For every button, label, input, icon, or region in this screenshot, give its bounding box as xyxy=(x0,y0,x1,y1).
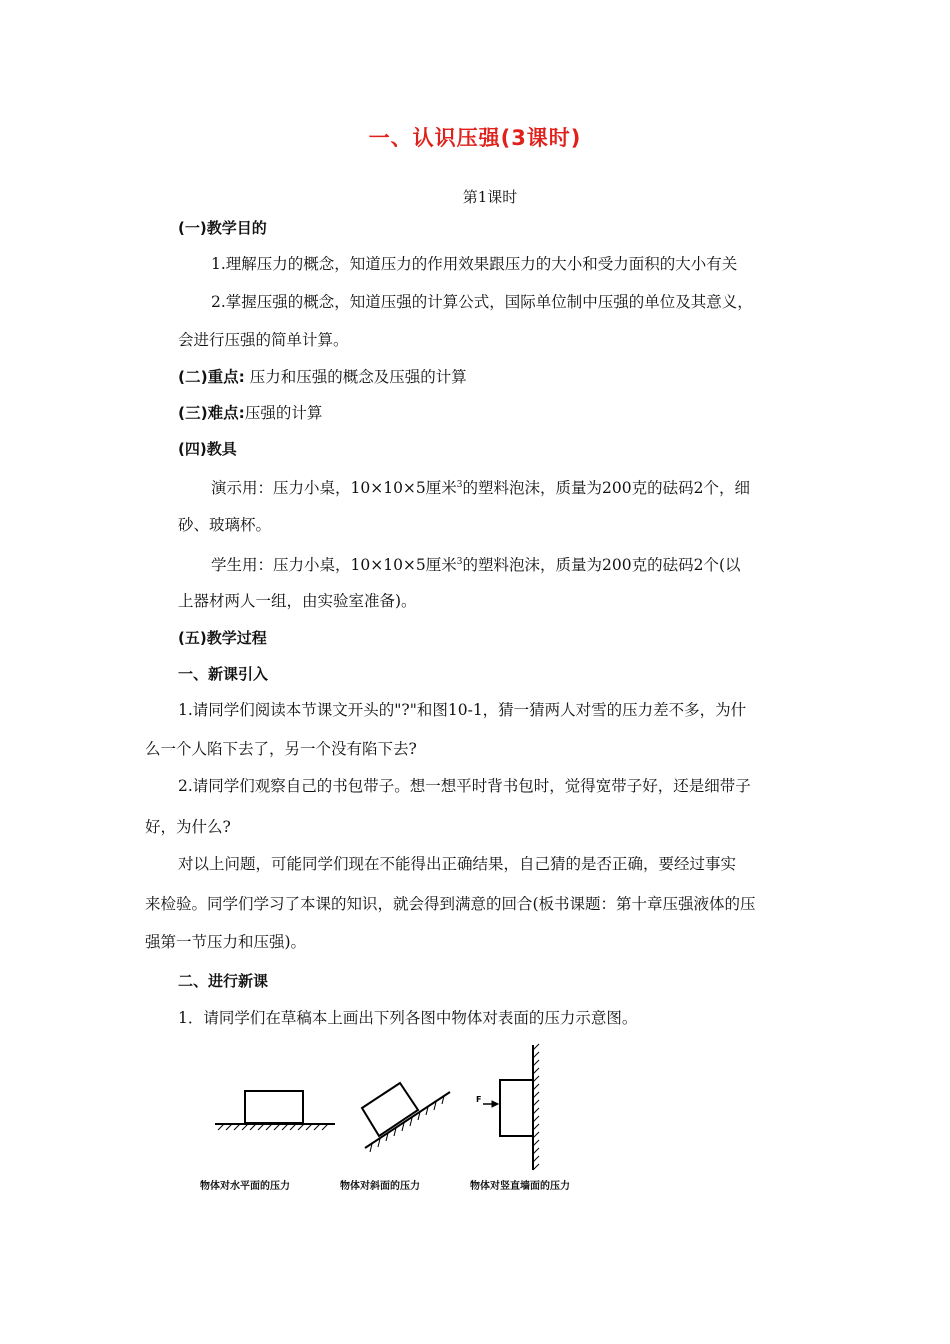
intro-question-1-line2: 么一个人陷下去了，另一个没有陷下去? xyxy=(145,740,417,758)
demo-equipment-text-b: 的塑料泡沫，质量为200克的砝码2个，细 xyxy=(462,479,750,497)
difficulty xyxy=(178,403,322,423)
key-points-heading: (二)重点: xyxy=(178,368,245,386)
page-title: 一、认识压强(3课时) xyxy=(368,126,582,150)
key-points xyxy=(178,367,467,387)
part-heading-intro: 一、新课引入 xyxy=(178,665,269,683)
difficulty-heading: (三)难点: xyxy=(178,404,245,422)
student-equipment-line1 xyxy=(211,552,741,575)
section-heading-process: (五)教学过程 xyxy=(178,629,267,647)
horizontal-surface-diagram xyxy=(215,1091,335,1130)
part-heading-new-lesson: 二、进行新课 xyxy=(178,972,269,990)
demo-equipment-superscript: 3 xyxy=(456,480,463,490)
demo-equipment-line2: 砂、玻璃杯。 xyxy=(178,516,272,534)
pressure-diagrams-svg xyxy=(190,1040,610,1200)
student-equipment-line2: 上器材两人一组，由实验室准备)。 xyxy=(178,592,417,610)
student-equipment-text-b: 的塑料泡沫，质量为200克的砝码2个(以 xyxy=(462,556,741,574)
intro-question-1-line1: 1.请同学们阅读本节课文开头的"?"和图10-1，猜一猜两人对雪的压力差不多，为什 xyxy=(178,701,747,719)
section-heading-equipment: (四)教具 xyxy=(178,440,237,458)
new-lesson-task-1: 1．请同学们在草稿本上画出下列各图中物体对表面的压力示意图。 xyxy=(178,1009,638,1027)
caption-incline: 物体对斜面的压力 xyxy=(340,1181,420,1192)
objective-2-line1: 2.掌握压强的概念，知道压强的计算公式，国际单位制中压强的单位及其意义， xyxy=(211,293,753,311)
intro-paragraph-line3: 强第一节压力和压强)。 xyxy=(145,933,307,951)
vertical-wall-diagram xyxy=(476,1044,539,1170)
student-equipment-superscript: 3 xyxy=(456,557,463,567)
student-equipment-text-a: 学生用：压力小桌，10×10×5厘米 xyxy=(211,556,457,574)
difficulty-text: 压强的计算 xyxy=(244,404,323,422)
caption-wall: 物体对竖直墙面的压力 xyxy=(470,1181,570,1192)
pressure-diagrams xyxy=(190,1040,610,1200)
demo-equipment-text-a: 演示用：压力小桌，10×10×5厘米 xyxy=(211,479,457,497)
lesson-subtitle: 第1课时 xyxy=(462,188,518,206)
incline-diagram xyxy=(362,1083,450,1152)
intro-question-2-line1: 2.请同学们观察自己的书包带子。想一想平时背书包时，觉得宽带子好，还是细带子 xyxy=(178,777,751,795)
intro-question-2-line2: 好，为什么? xyxy=(145,818,231,836)
demo-equipment-line1 xyxy=(211,475,750,498)
intro-paragraph-line1: 对以上问题，可能同学们现在不能得出正确结果，自己猜的是否正确，要经过事实 xyxy=(178,855,737,873)
caption-horizontal: 物体对水平面的压力 xyxy=(200,1181,290,1192)
objective-1: 1.理解压力的概念，知道压力的作用效果跟压力的大小和受力面积的大小有关 xyxy=(211,255,738,273)
force-label: F xyxy=(476,1095,482,1104)
section-heading-objectives: (一)教学目的 xyxy=(178,219,267,237)
objective-2-line2: 会进行压强的简单计算。 xyxy=(178,331,349,349)
key-points-text: 压力和压强的概念及压强的计算 xyxy=(244,368,467,386)
intro-paragraph-line2: 来检验。同学们学习了本课的知识，就会得到满意的回合(板书课题：第十章压强液体的压 xyxy=(145,895,756,913)
